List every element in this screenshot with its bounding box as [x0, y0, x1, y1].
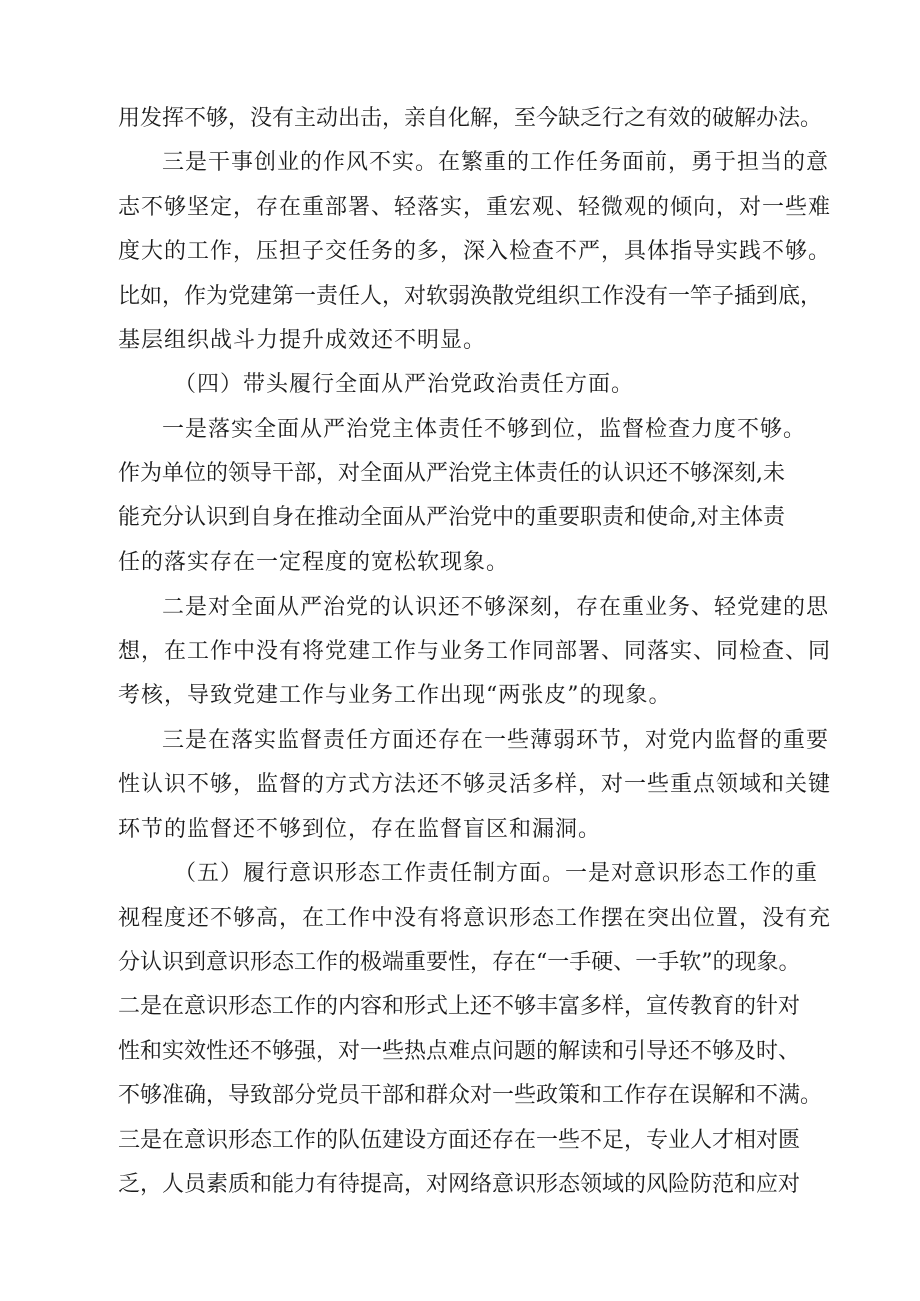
text-line: 基层组织战斗力提升成效还不明显。 [118, 328, 487, 353]
text-line: 三是干事创业的作风不实。在繁重的工作任务面前，勇于担当的意 [162, 150, 830, 175]
text-line: 三是在落实监督责任方面还存在一些薄弱环节，对党内监督的重要 [162, 728, 830, 753]
text-line: 任的落实存在一定程度的宽松软现象。 [118, 550, 510, 575]
text-line: 乏，人员素质和能力有待提高，对网络意识形态领域的风险防范和应对 [118, 1172, 801, 1197]
text-line: 性和实效性还不够强，对一些热点难点问题的解读和引导还不够及时、 [118, 1039, 801, 1064]
text-line: 志不够坚定，存在重部署、轻落实，重宏观、轻微观的倾向，对一些难 [118, 195, 832, 220]
text-line: 二是在意识形态工作的内容和形式上还不够丰富多样，宣传教育的针对 [118, 994, 801, 1019]
section-heading: （四）带头履行全面从严治党政治责任方面。 [174, 372, 635, 397]
text-line: 性认识不够，监督的方式方法还不够灵活多样，对一些重点领域和关键 [118, 772, 832, 797]
text-line: 三是在意识形态工作的队伍建设方面还存在一些不足，专业人才相对匮 [118, 1128, 801, 1153]
text-line: 考核，导致党建工作与业务工作出现“两张皮”的现象。 [118, 683, 672, 708]
text-line: 想，在工作中没有将党建工作与业务工作同部署、同落实、同检查、同 [118, 639, 832, 664]
text-line: 一是落实全面从严治党主体责任不够到位，监督检查力度不够。 [162, 417, 807, 442]
text-line: 比如，作为党建第一责任人，对软弱涣散党组织工作没有一竿子插到底， [118, 284, 823, 309]
text-line: 不够准确，导致部分党员干部和群众对一些政策和工作存在误解和不满。 [118, 1083, 823, 1108]
text-line: 环节的监督还不够到位，存在监督盲区和漏洞。 [118, 817, 602, 842]
text-line: 二是对全面从严治党的认识还不够深刻，存在重业务、轻党建的思 [162, 595, 830, 620]
section-heading: （五）履行意识形态工作责任制方面。一是对意识形态工作的重 [174, 861, 819, 886]
text-line: 能充分认识到自身在推动全面从严治党中的重要职责和使命,对主体责 [118, 505, 785, 530]
text-line: 作为单位的领导干部，对全面从严治党主体责任的认识还不够深刻,未 [118, 461, 785, 486]
text-line: 度大的工作，压担子交任务的多，深入检查不严，具体指导实践不够。 [118, 239, 832, 264]
text-line: 分认识到意识形态工作的极端重要性，存在“一手硬、一手软”的现象。 [118, 950, 801, 975]
text-line: 用发挥不够，没有主动出击，亲自化解，至今缺乏行之有效的破解办法。 [118, 106, 823, 131]
text-line: 视程度还不够高，在工作中没有将意识形态工作摆在突出位置，没有充 [118, 906, 832, 931]
